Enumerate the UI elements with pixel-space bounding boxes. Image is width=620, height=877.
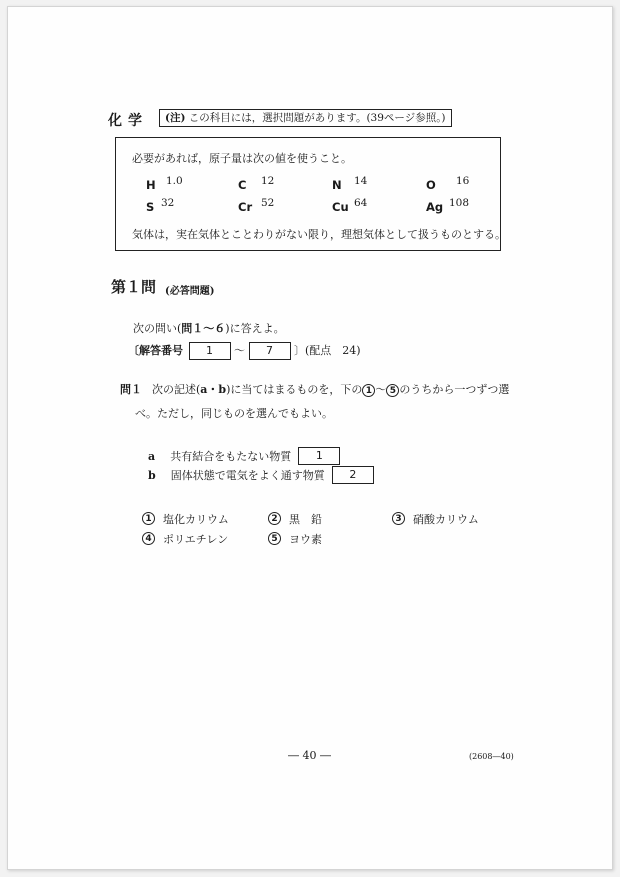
option-4: 4 ポリエチレン — [142, 528, 228, 547]
note-tag: (注) — [165, 112, 186, 124]
mon1-line1: 次の記述(a・b)に当てはまるものを，下の 1 ～ 5 のうちから一つずつ選 — [152, 383, 510, 396]
mon1-label: 問１ — [120, 383, 142, 396]
item-a-text: 共有結合をもたない物質 — [170, 450, 292, 463]
circled-1-icon: 1 — [142, 512, 155, 525]
circled-2-icon: 2 — [268, 512, 281, 525]
circled-1-icon: 1 — [362, 384, 375, 397]
gas-assumption: 気体は，実在気体とことわりがない限り，理想気体として扱うものとする。 — [132, 228, 506, 241]
item-a — [148, 446, 340, 464]
circled-3-icon: 3 — [392, 512, 405, 525]
atom-cr: Cr — [238, 200, 253, 214]
option-1: 1 塩化カリウム — [142, 508, 229, 527]
option-3: 3 硝酸カリウム — [392, 508, 479, 527]
answer-box-1: 1 — [298, 447, 340, 465]
mon1-line2: べ。ただし，同じものを選んでもよい。 — [135, 407, 333, 420]
answer-tilde: ～ — [234, 344, 245, 357]
atom-cr-value: 52 — [261, 197, 275, 209]
exam-code: (2608―40) — [469, 752, 514, 761]
item-b-letter: b — [148, 469, 156, 482]
atom-h: H — [146, 178, 156, 192]
answer-number-row — [128, 341, 361, 361]
note-text: この科目には，選択問題があります。(39ページ参照。) — [188, 112, 446, 124]
question-instruction: 次の問い(問１～６)に答えよ。 — [133, 322, 285, 335]
atom-n: N — [332, 178, 342, 192]
exam-page — [7, 6, 613, 870]
answer-points: 〕(配点 24) — [294, 344, 361, 357]
option-5: 5 ヨウ素 — [268, 528, 322, 547]
answer-box-from: 1 — [189, 342, 231, 360]
atom-n-value: 14 — [354, 175, 368, 187]
atom-c-value: 12 — [261, 175, 275, 187]
atom-ag: Ag — [426, 200, 444, 214]
note-box — [159, 109, 452, 127]
atom-cu-value: 64 — [354, 197, 368, 209]
question-title: 第１問 — [111, 278, 157, 296]
answer-box-to: 7 — [249, 342, 291, 360]
atomic-mass-box — [115, 137, 506, 251]
option-2: 2 黒 鉛 — [268, 508, 322, 527]
page-number: ― 40 ― — [288, 749, 331, 762]
item-b-text: 固体状態で電気をよく通す物質 — [170, 469, 325, 482]
item-b — [148, 465, 374, 483]
answer-number-label: 〔解答番号 — [128, 344, 183, 357]
question-subtitle: (必答問題) — [165, 286, 215, 297]
circled-5-icon: 5 — [268, 532, 281, 545]
subject-title: 化学 — [108, 113, 148, 129]
circled-4-icon: 4 — [142, 532, 155, 545]
atom-h-value: 1.0 — [166, 175, 183, 187]
atom-ag-value: 108 — [449, 197, 470, 209]
atom-cu: Cu — [332, 200, 349, 214]
circled-5-icon: 5 — [386, 384, 399, 397]
atom-c: C — [238, 178, 247, 192]
answer-box-2: 2 — [332, 466, 374, 484]
atom-o: O — [426, 178, 436, 192]
item-a-letter: a — [148, 450, 156, 463]
atomic-mass-intro: 必要があれば，原子量は次の値を使うこと。 — [132, 152, 352, 165]
atom-o-value: 16 — [456, 175, 470, 187]
atom-s-value: 32 — [161, 197, 175, 209]
atom-s: S — [146, 200, 155, 214]
